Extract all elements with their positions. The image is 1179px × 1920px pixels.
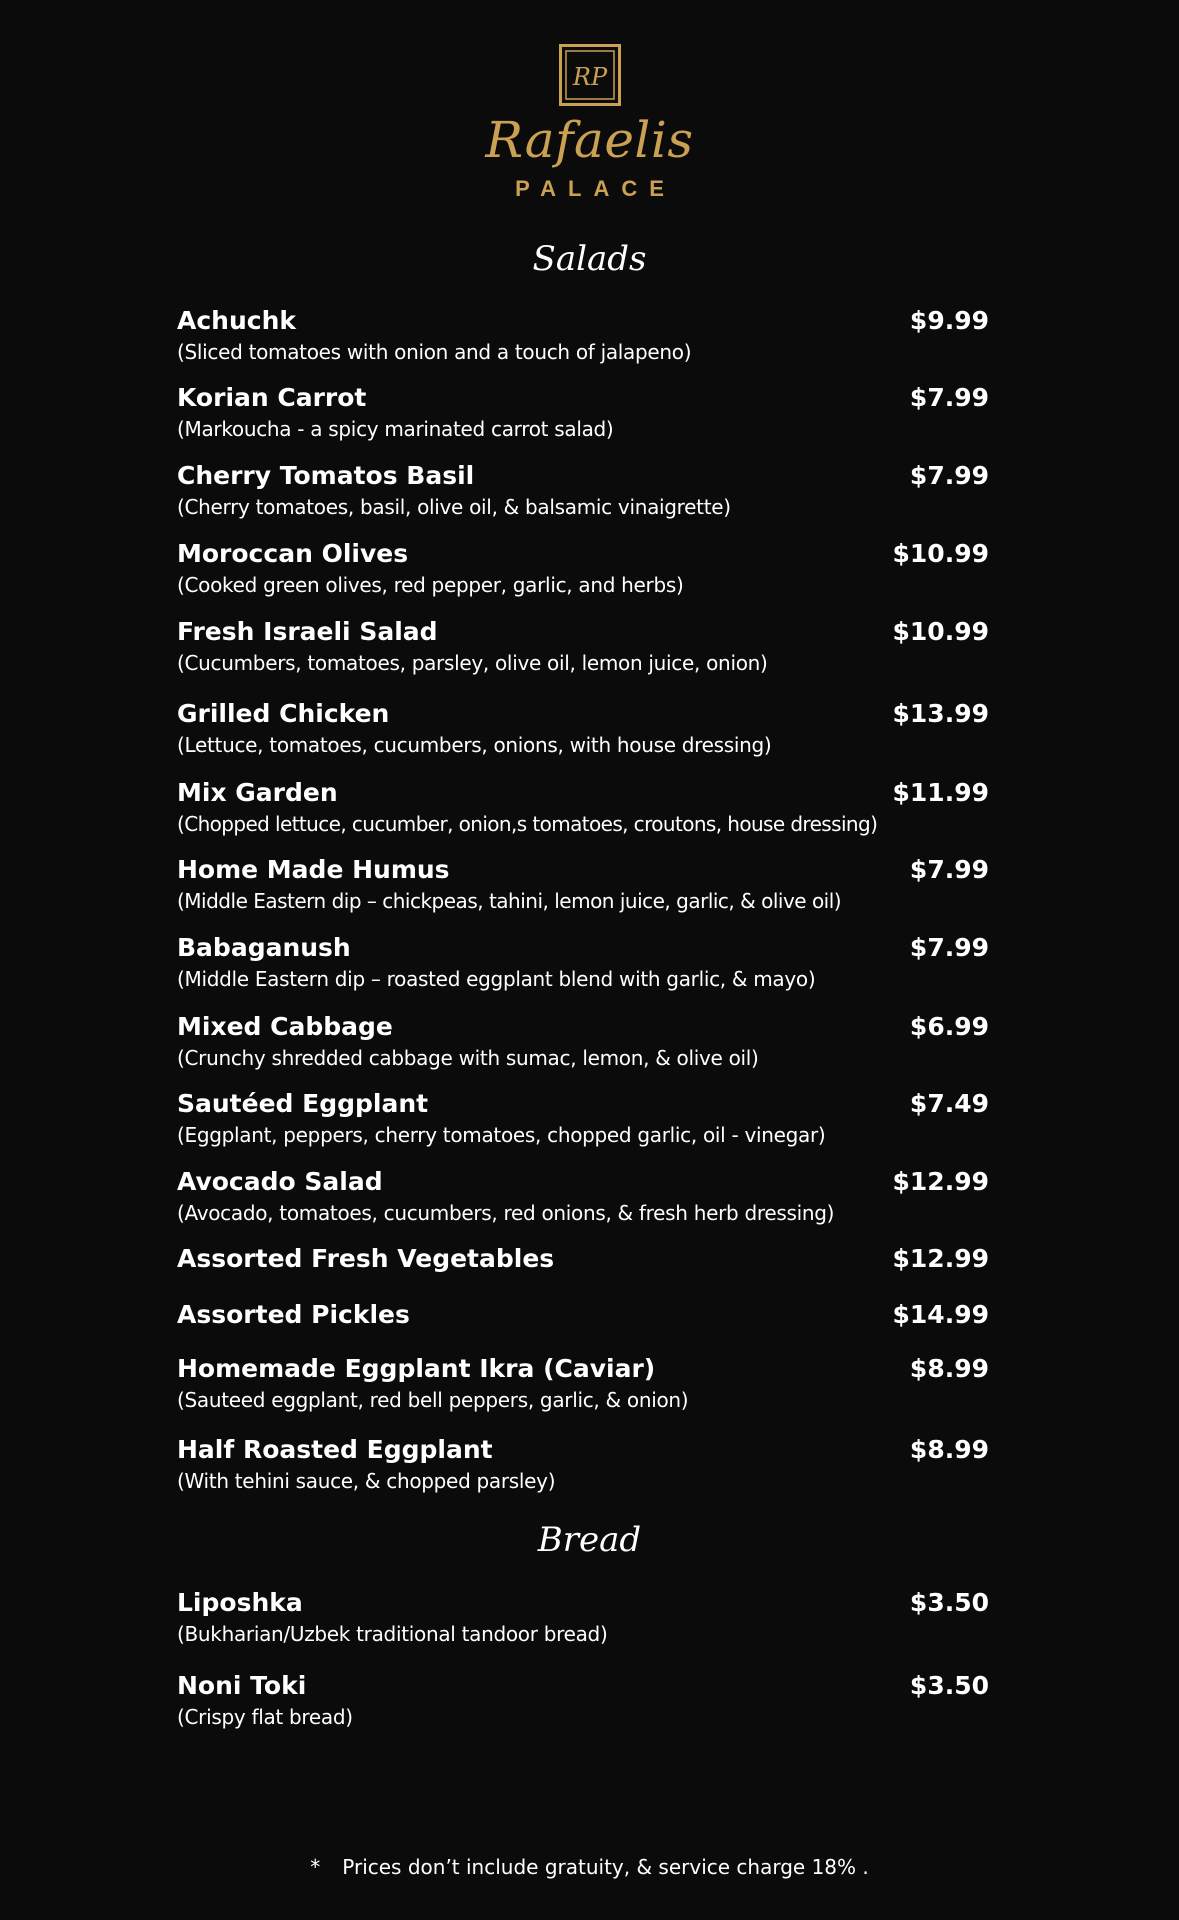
- item-name: Babaganush: [177, 933, 351, 962]
- item-price: $12.99: [892, 1167, 989, 1196]
- item-price: $8.99: [909, 1354, 989, 1383]
- item-price: $7.49: [909, 1089, 989, 1118]
- item-description: (Crunchy shredded cabbage with sumac, lemon, & olive oil): [177, 1046, 759, 1070]
- item-description: (Sauteed eggplant, red bell peppers, garlic, & onion): [177, 1388, 689, 1412]
- section-title-salads: Salads: [532, 239, 647, 279]
- item-description: (With tehini sauce, & chopped parsley): [177, 1469, 556, 1493]
- item-description: (Lettuce, tomatoes, cucumbers, onions, with house dressing): [177, 733, 772, 757]
- monogram-logo-icon: [559, 44, 621, 106]
- item-name: Assorted Fresh Vegetables: [177, 1244, 555, 1273]
- footer-text: Prices don’t include gratuity, & service charge 18% .: [342, 1855, 869, 1879]
- item-name: Korian Carrot: [177, 383, 367, 412]
- item-description: (Middle Eastern dip – chickpeas, tahini, lemon juice, garlic, & olive oil): [177, 889, 842, 913]
- item-price: $10.99: [892, 539, 989, 568]
- item-name: Half Roasted Eggplant: [177, 1435, 493, 1464]
- item-name: Achuchk: [177, 306, 297, 335]
- item-price: $14.99: [892, 1300, 989, 1329]
- item-name: Mix Garden: [177, 778, 338, 807]
- section-title-bread: Bread: [537, 1520, 642, 1560]
- item-price: $9.99: [909, 306, 989, 335]
- item-name: Avocado Salad: [177, 1167, 383, 1196]
- footnote-marker: *: [310, 1855, 321, 1879]
- item-description: (Eggplant, peppers, cherry tomatoes, chopped garlic, oil - vinegar): [177, 1123, 826, 1147]
- item-name: Moroccan Olives: [177, 539, 409, 568]
- item-price: $13.99: [892, 699, 989, 728]
- item-name: Grilled Chicken: [177, 699, 390, 728]
- brand-subtitle: PALACE: [515, 176, 676, 201]
- item-price: $11.99: [892, 778, 989, 807]
- item-description: (Bukharian/Uzbek traditional tandoor bread): [177, 1622, 608, 1646]
- brand-name: Rafaelis: [485, 111, 694, 169]
- footer-note: [0, 1854, 1179, 1880]
- item-price: $7.99: [909, 461, 989, 490]
- monogram-text: RP: [572, 63, 607, 91]
- item-description: (Crispy flat bread): [177, 1705, 353, 1729]
- item-description: (Chopped lettuce, cucumber, onion,s tomatoes, croutons, house dressing): [177, 812, 878, 836]
- item-name: Assorted Pickles: [177, 1300, 410, 1329]
- item-name: Cherry Tomatos Basil: [177, 461, 475, 490]
- item-price: $8.99: [909, 1435, 989, 1464]
- item-name: Liposhka: [177, 1588, 303, 1617]
- item-description: (Sliced tomatoes with onion and a touch of jalapeno): [177, 340, 692, 364]
- item-price: $12.99: [892, 1244, 989, 1273]
- item-description: (Middle Eastern dip – roasted eggplant blend with garlic, & mayo): [177, 967, 816, 991]
- item-price: $10.99: [892, 617, 989, 646]
- item-name: Home Made Humus: [177, 855, 450, 884]
- item-description: (Markoucha - a spicy marinated carrot salad): [177, 417, 614, 441]
- item-description: (Cherry tomatoes, basil, olive oil, & balsamic vinaigrette): [177, 495, 731, 519]
- item-price: $3.50: [909, 1588, 989, 1617]
- item-name: Noni Toki: [177, 1671, 307, 1700]
- item-name: Mixed Cabbage: [177, 1012, 393, 1041]
- item-name: Fresh Israeli Salad: [177, 617, 438, 646]
- logo: [0, 44, 1179, 106]
- item-price: $7.99: [909, 855, 989, 884]
- item-price: $7.99: [909, 933, 989, 962]
- item-name: Homemade Eggplant Ikra (Caviar): [177, 1354, 656, 1383]
- item-name: Sautéed Eggplant: [177, 1089, 429, 1118]
- item-description: (Cucumbers, tomatoes, parsley, olive oil, lemon juice, onion): [177, 651, 768, 675]
- item-price: $3.50: [909, 1671, 989, 1700]
- item-description: (Cooked green olives, red pepper, garlic, and herbs): [177, 573, 684, 597]
- item-description: (Avocado, tomatoes, cucumbers, red onions, & fresh herb dressing): [177, 1201, 835, 1225]
- item-price: $6.99: [909, 1012, 989, 1041]
- item-price: $7.99: [909, 383, 989, 412]
